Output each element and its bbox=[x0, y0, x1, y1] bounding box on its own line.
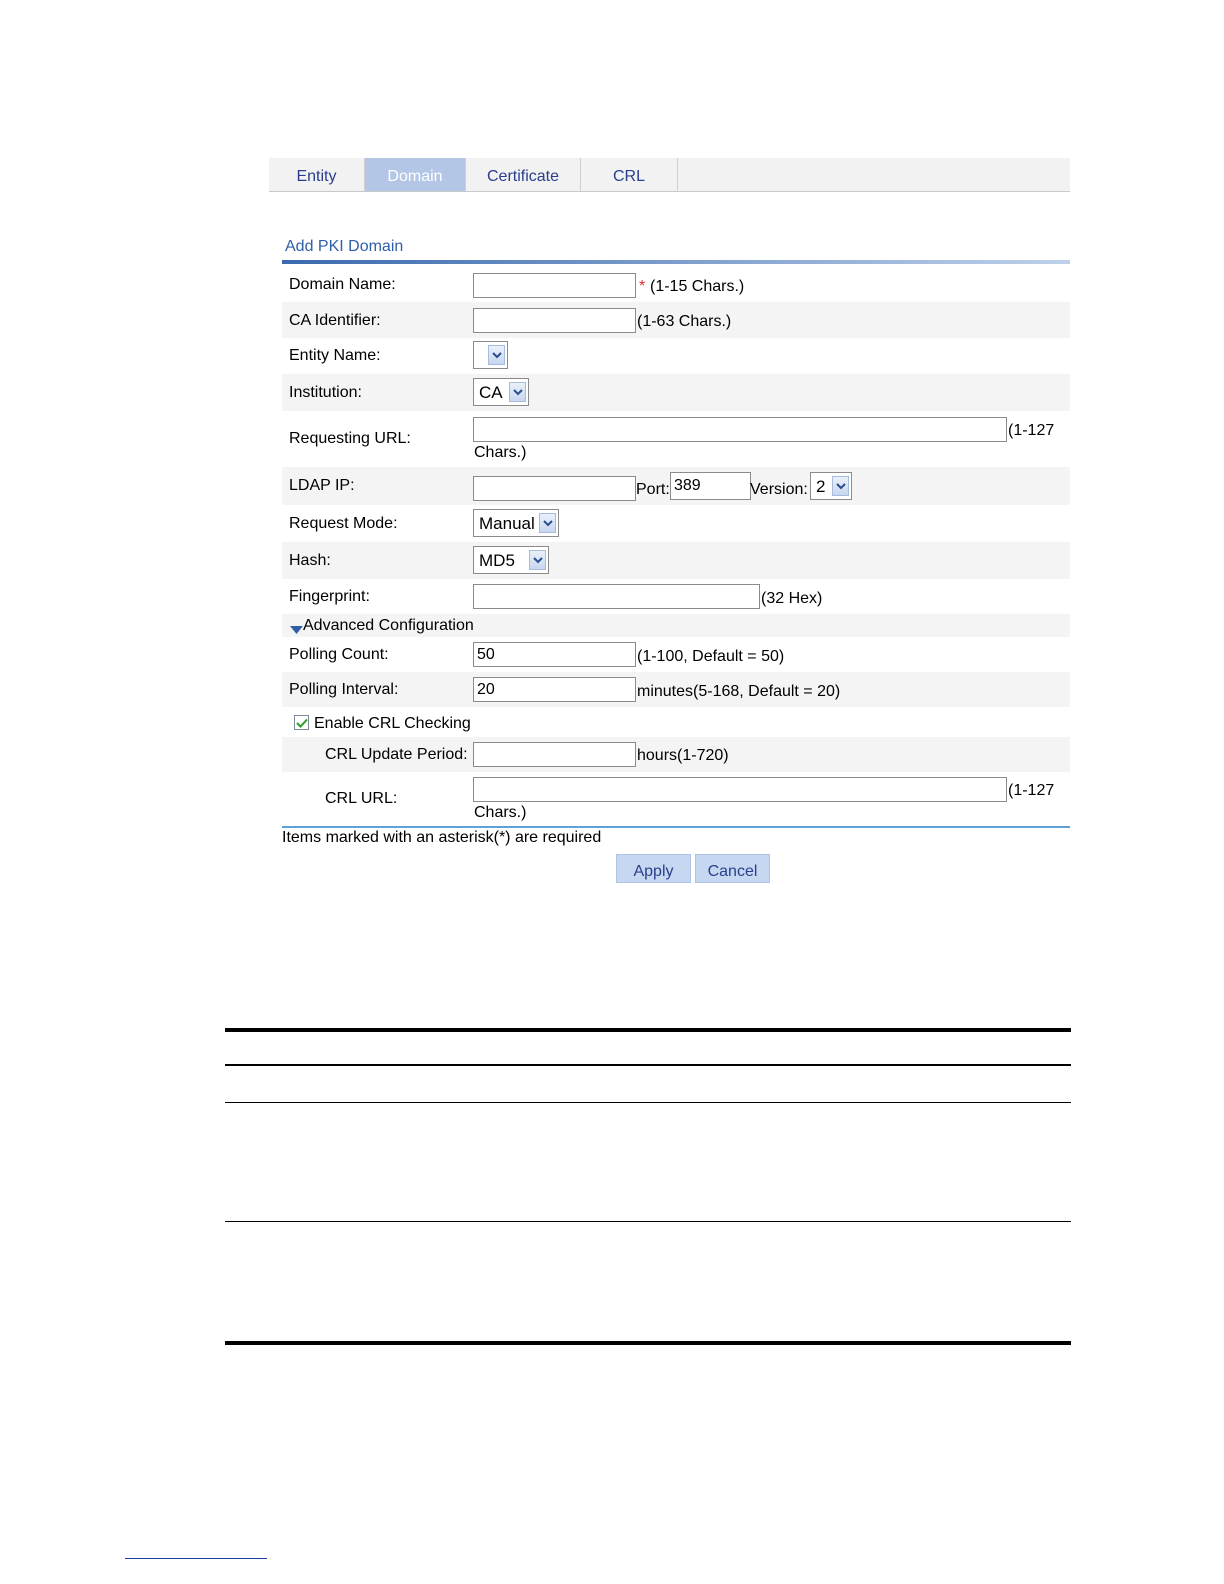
fingerprint-input[interactable] bbox=[473, 584, 760, 609]
crl-url-label: CRL URL: bbox=[325, 790, 398, 807]
advanced-configuration-toggle[interactable]: Advanced Configuration bbox=[303, 617, 474, 634]
tab-certificate[interactable]: Certificate bbox=[466, 158, 581, 191]
fingerprint-label: Fingerprint: bbox=[289, 588, 370, 605]
footnote-rule bbox=[125, 1558, 267, 1559]
institution-select[interactable] bbox=[473, 378, 529, 406]
crl-url-input[interactable] bbox=[473, 777, 1007, 802]
row-hash bbox=[282, 542, 1070, 579]
domain-name-input[interactable] bbox=[473, 273, 636, 298]
chevron-down-icon[interactable] bbox=[509, 382, 526, 402]
entity-name-select[interactable] bbox=[473, 341, 508, 369]
request-mode-selected: Manual bbox=[479, 514, 535, 533]
institution-selected: CA bbox=[479, 383, 503, 402]
row-crl-update-period bbox=[282, 737, 1070, 772]
version-selected: 2 bbox=[816, 477, 826, 496]
row-request-mode bbox=[282, 505, 1070, 542]
institution-label: Institution: bbox=[289, 384, 362, 401]
row-requesting-url bbox=[282, 411, 1070, 467]
apply-button[interactable]: Apply bbox=[616, 854, 691, 883]
polling-interval-hint: minutes(5-168, Default = 20) bbox=[637, 683, 841, 700]
ca-identifier-input[interactable] bbox=[473, 308, 636, 333]
required-note: Items marked with an asterisk(*) are required bbox=[282, 829, 602, 846]
chevron-down-icon[interactable] bbox=[488, 345, 505, 365]
row-advanced-configuration bbox=[282, 614, 1070, 637]
tab-domain[interactable]: Domain bbox=[365, 158, 466, 191]
form-bottom-divider bbox=[282, 826, 1070, 828]
port-label: Port: bbox=[636, 481, 670, 498]
required-asterisk: * bbox=[639, 278, 646, 295]
requesting-url-hint: (1-127 bbox=[1008, 422, 1055, 439]
section-title: Add PKI Domain bbox=[285, 238, 404, 255]
hash-select[interactable] bbox=[473, 546, 549, 574]
requesting-url-label: Requesting URL: bbox=[289, 430, 411, 447]
row-enable-crl-checking bbox=[282, 707, 1070, 737]
crl-checking-label[interactable]: Enable CRL Checking bbox=[314, 715, 471, 732]
requesting-url-hint-cont: Chars.) bbox=[474, 444, 527, 461]
hash-selected: MD5 bbox=[479, 551, 515, 570]
row-polling-count bbox=[282, 637, 1070, 672]
title-divider bbox=[282, 260, 1070, 264]
tab-entity[interactable]: Entity bbox=[269, 158, 365, 191]
crl-url-hint-cont: Chars.) bbox=[474, 804, 527, 821]
polling-interval-label: Polling Interval: bbox=[289, 681, 399, 698]
table-bottom-rule bbox=[225, 1341, 1071, 1345]
chevron-down-icon[interactable] bbox=[832, 476, 849, 496]
ldap-ip-label: LDAP IP: bbox=[289, 477, 355, 494]
entity-name-label: Entity Name: bbox=[289, 347, 381, 364]
row-domain-name bbox=[282, 266, 1070, 302]
ldap-ip-input[interactable] bbox=[473, 476, 636, 501]
cancel-button[interactable]: Cancel bbox=[695, 854, 770, 883]
table-top-rule bbox=[225, 1028, 1071, 1032]
crl-update-period-label: CRL Update Period: bbox=[325, 746, 468, 763]
tab-bar bbox=[269, 158, 1070, 192]
request-mode-select[interactable] bbox=[473, 509, 559, 537]
chevron-down-icon[interactable] bbox=[529, 550, 546, 570]
fingerprint-hint: (32 Hex) bbox=[761, 590, 823, 607]
domain-name-label: Domain Name: bbox=[289, 276, 396, 293]
table-row-rule bbox=[225, 1102, 1071, 1103]
row-institution bbox=[282, 374, 1070, 411]
row-ldap-ip bbox=[282, 467, 1070, 505]
crl-update-period-input[interactable] bbox=[473, 742, 636, 767]
polling-count-input[interactable] bbox=[473, 642, 636, 667]
request-mode-label: Request Mode: bbox=[289, 515, 398, 532]
hash-label: Hash: bbox=[289, 552, 331, 569]
row-crl-url bbox=[282, 772, 1070, 826]
version-label: Version: bbox=[750, 481, 808, 498]
ca-identifier-hint: (1-63 Chars.) bbox=[637, 313, 732, 330]
row-ca-identifier bbox=[282, 302, 1070, 338]
tab-crl[interactable]: CRL bbox=[581, 158, 678, 191]
port-input[interactable] bbox=[670, 472, 751, 500]
ca-identifier-label: CA Identifier: bbox=[289, 312, 381, 329]
table-header-rule bbox=[225, 1064, 1071, 1066]
polling-interval-input[interactable] bbox=[473, 677, 636, 702]
polling-count-hint: (1-100, Default = 50) bbox=[637, 648, 785, 665]
domain-name-hint: (1-15 Chars.) bbox=[650, 278, 745, 295]
row-fingerprint bbox=[282, 579, 1070, 614]
crl-url-hint: (1-127 bbox=[1008, 782, 1055, 799]
crl-checking-checkbox[interactable] bbox=[294, 715, 309, 730]
polling-count-label: Polling Count: bbox=[289, 646, 389, 663]
requesting-url-input[interactable] bbox=[473, 417, 1007, 442]
table-row-rule bbox=[225, 1221, 1071, 1222]
chevron-down-icon[interactable] bbox=[539, 513, 556, 533]
row-polling-interval bbox=[282, 672, 1070, 707]
version-select[interactable] bbox=[810, 472, 852, 500]
row-entity-name bbox=[282, 338, 1070, 374]
crl-update-period-hint: hours(1-720) bbox=[637, 747, 729, 764]
